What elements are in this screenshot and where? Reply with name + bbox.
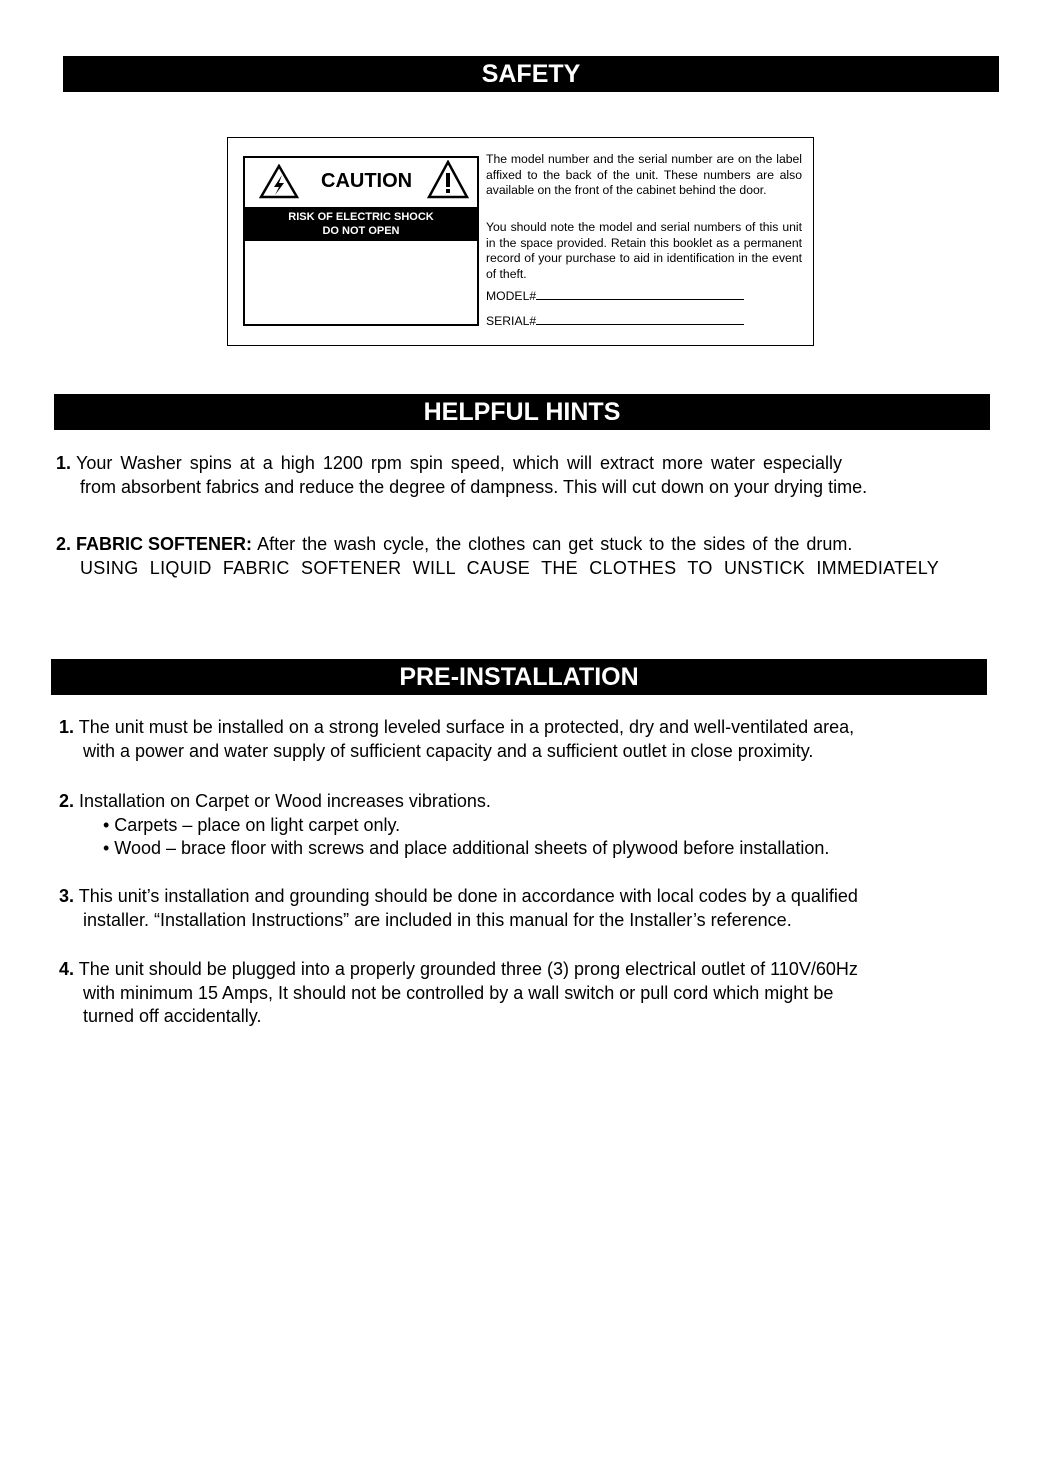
preinstall-item-4 xyxy=(59,958,979,1029)
preinstall-item-2 xyxy=(59,790,959,861)
preinstall-item-1-number: 1. xyxy=(59,717,75,737)
helpful-hints-heading: HELPFUL HINTS xyxy=(54,394,990,430)
caution-header xyxy=(245,158,477,206)
preinstall-item-4-line3: turned off accidentally. xyxy=(83,1006,262,1026)
preinstall-item-2-number: 2. xyxy=(59,791,75,811)
preinstall-item-1 xyxy=(59,716,999,763)
hint-item-1 xyxy=(56,452,976,499)
safety-heading: SAFETY xyxy=(63,56,999,92)
preinstall-item-3 xyxy=(59,885,979,932)
preinstall-item-2-bullet-wood: • Wood – brace floor with screws and place additional sheets of plywood before installation. xyxy=(103,838,830,858)
electric-shock-warning-icon xyxy=(259,164,299,200)
preinstall-item-1-line1: The unit must be installed on a strong leveled surface in a protected, dry and well-ventilated area, xyxy=(78,717,855,737)
preinstall-item-4-line1: The unit should be plugged into a properly grounded three (3) prong electrical outlet of 110V/60Hz xyxy=(78,959,858,979)
model-number-field xyxy=(486,288,744,303)
caution-label xyxy=(243,156,479,326)
hint-item-2-number: 2. xyxy=(56,534,72,554)
preinstall-item-3-number: 3. xyxy=(59,886,75,906)
hint-item-2-lead: FABRIC SOFTENER: xyxy=(76,534,253,554)
preinstall-item-4-line2: with minimum 15 Amps, It should not be controlled by a wall switch or pull cord which might be xyxy=(83,982,834,1003)
caution-title: CAUTION xyxy=(321,170,413,192)
preinstall-item-3-line1: This unit’s installation and grounding should be done in accordance with local codes by a qualified xyxy=(78,886,858,906)
hint-item-1-number: 1. xyxy=(56,453,72,473)
hint-item-2-line2: USING LIQUID FABRIC SOFTENER WILL CAUSE THE CLOTHES TO UNSTICK IMMEDIATELY xyxy=(80,557,939,578)
model-number-label: MODEL# xyxy=(486,289,537,303)
hint-item-1-line2: from absorbent fabrics and reduce the degree of dampness. This will cut down on your drying time. xyxy=(80,476,868,497)
preinstall-item-2-line1: Installation on Carpet or Wood increases vibrations. xyxy=(79,791,491,811)
serial-number-field xyxy=(486,313,744,328)
preinstall-item-2-bullet-carpets: • Carpets – place on light carpet only. xyxy=(103,814,401,835)
model-serial-location-text: The model number and the serial number are on the label affixed to the back of the unit. These numbers are also available on the front of the cabinet behind the door. xyxy=(486,152,802,197)
serial-number-label: SERIAL# xyxy=(486,314,537,328)
exclamation-warning-icon xyxy=(427,160,469,200)
hint-item-2 xyxy=(56,533,986,580)
preinstall-item-3-line2: installer. “Installation Instructions” are included in this manual for the Installer’s reference. xyxy=(83,909,792,930)
hint-item-1-line1: Your Washer spins at a high 1200 rpm spin speed, which will extract more water especially xyxy=(76,453,843,473)
preinstall-item-4-number: 4. xyxy=(59,959,75,979)
shock-warning-line1: RISK OF ELECTRIC SHOCK xyxy=(288,211,434,223)
model-number-blank xyxy=(536,288,744,300)
pre-installation-heading: PRE-INSTALLATION xyxy=(51,659,987,695)
hint-item-2-line1: After the wash cycle, the clothes can get stuck to the sides of the drum. xyxy=(257,534,853,554)
preinstall-item-1-line2: with a power and water supply of sufficient capacity and a sufficient outlet in close proximity. xyxy=(83,740,814,761)
record-keeping-text: You should note the model and serial numbers of this unit in the space provided. Retain this booklet as a permanent record of your purchase to aid in identification in the event of theft. xyxy=(486,220,802,281)
shock-warning-line2: DO NOT OPEN xyxy=(322,225,400,237)
shock-warning-bar xyxy=(245,207,477,241)
serial-number-blank xyxy=(536,313,744,325)
